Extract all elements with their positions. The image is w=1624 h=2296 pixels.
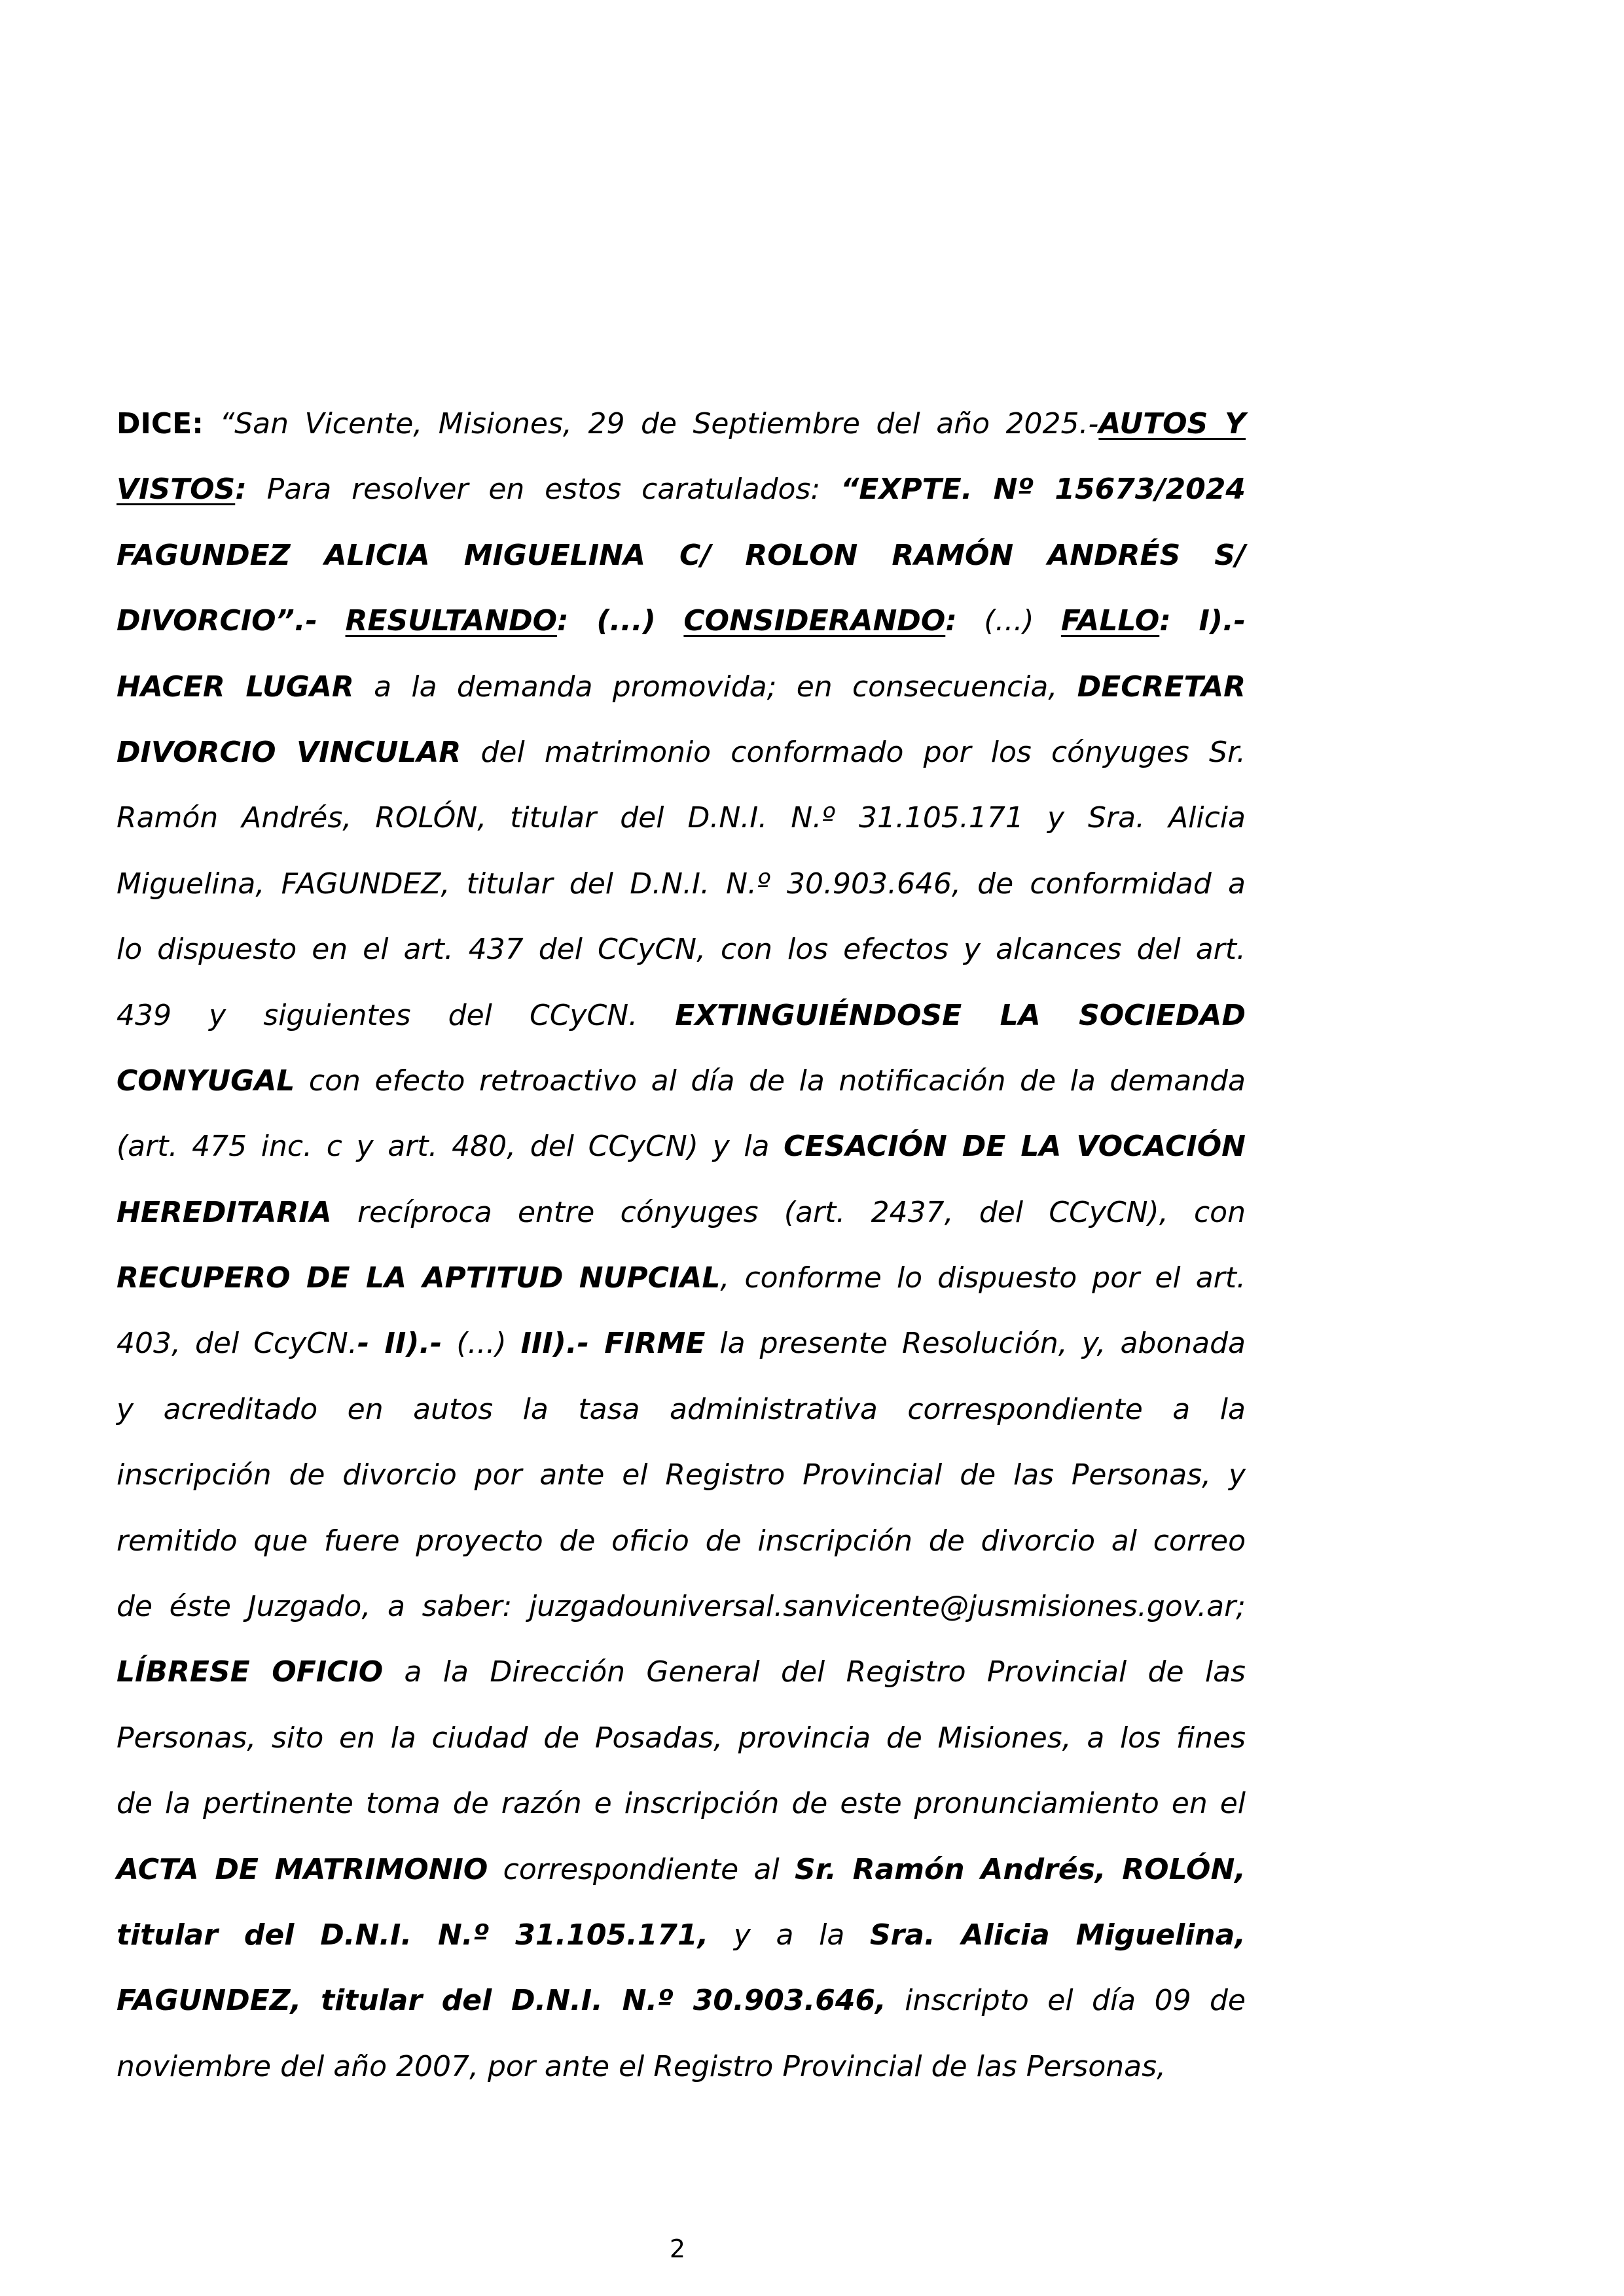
text-line — [117, 1180, 1246, 1246]
text-line — [117, 523, 1246, 588]
text-run: “San Vicente, Misiones, 29 de Septiembre del año 2025.- — [203, 407, 1099, 440]
text-run: III).- FIRME — [520, 1327, 706, 1361]
text-line — [117, 1706, 1246, 1771]
text-line — [117, 1049, 1246, 1114]
text-run: titular del D.N.I. N.º 31.105.171, — [117, 1918, 709, 1952]
text-run: HEREDITARIA — [117, 1195, 332, 1229]
text-line — [117, 917, 1246, 982]
text-run: del matrimonio conformado por los cónyuges Sr. — [461, 735, 1246, 769]
text-run: Personas, sito en la ciudad de Posadas, provincia de Misiones, a los fines — [117, 1721, 1246, 1755]
text-run: CONSIDERANDO — [683, 604, 946, 638]
text-run: “EXPTE. Nº 15673/2024 — [840, 473, 1246, 507]
text-run: - II).- — [357, 1327, 442, 1361]
text-line — [117, 457, 1246, 522]
text-run: (...) — [442, 1327, 521, 1361]
text-run: remitido que fuere proyecto de oficio de inscripción de divorcio al correo — [117, 1524, 1246, 1558]
text-run: : I).- — [1159, 604, 1246, 638]
text-run: Para resolver en estos caratulados: — [246, 473, 841, 507]
text-run: EXTINGUIÉNDOSE LA SOCIEDAD — [675, 998, 1246, 1032]
text-line — [117, 1574, 1246, 1640]
text-run: 439 y siguientes del CCyCN. — [117, 998, 676, 1032]
text-run: Sr. Ramón Andrés, ROLÓN, — [795, 1852, 1246, 1886]
text-run: recíproca entre cónyuges (art. 2437, del CCyCN), con — [331, 1195, 1246, 1229]
text-run: RECUPERO DE LA APTITUD NUPCIAL — [117, 1261, 721, 1295]
text-run: VISTOS — [117, 473, 236, 507]
text-run: Ramón Andrés, ROLÓN, titular del D.N.I. N.º 31.105.171 y Sra. Alicia — [117, 801, 1246, 835]
text-run: FALLO — [1060, 604, 1160, 638]
text-line — [117, 1509, 1246, 1574]
text-run: ACTA DE MATRIMONIO — [117, 1852, 488, 1886]
text-run: : (...) — [557, 604, 684, 638]
text-run: noviembre del año 2007, por ante el Registro Provincial de las Personas, — [117, 2049, 1166, 2083]
text-line — [117, 1443, 1246, 1508]
text-line — [117, 785, 1246, 851]
text-run: Miguelina, FAGUNDEZ, titular del D.N.I. N.º 30.903.646, de conformidad a — [117, 867, 1246, 901]
text-run: HACER LUGAR — [117, 670, 354, 704]
text-run: y acreditado en autos la tasa administrativa correspondiente a la — [117, 1392, 1246, 1426]
text-line — [117, 1968, 1246, 2034]
text-line — [117, 391, 1246, 457]
text-run: : — [945, 604, 957, 638]
text-run: inscripción de divorcio por ante el Registro Provincial de las Personas, y — [117, 1458, 1246, 1492]
text-line — [117, 720, 1246, 785]
resolution-text — [117, 391, 1246, 2100]
text-line — [117, 1771, 1246, 1837]
text-run: FAGUNDEZ ALICIA MIGUELINA C/ ROLON RAMÓN ANDRÉS S/ — [117, 538, 1246, 572]
text-run: : — [235, 473, 247, 507]
page-number: 2 — [669, 2234, 686, 2263]
text-run: lo dispuesto en el art. 437 del CCyCN, con los efectos y alcances del art. — [117, 933, 1246, 967]
text-line — [117, 655, 1246, 720]
text-run: (art. 475 inc. c y art. 480, del CCyCN) y la — [117, 1130, 784, 1164]
text-line — [117, 1311, 1246, 1376]
text-line — [117, 1114, 1246, 1179]
text-line — [117, 1837, 1246, 1903]
text-run: DIVORCIO VINCULAR — [117, 735, 461, 769]
text-run: FAGUNDEZ, titular del D.N.I. N.º 30.903.646, — [117, 1984, 886, 2018]
text-run: 403, del CcyCN. — [117, 1327, 357, 1361]
text-run: , conforme lo dispuesto por el art. — [720, 1261, 1246, 1295]
text-line — [117, 1640, 1246, 1705]
text-run: DIVORCIO”.- — [117, 604, 346, 638]
text-run: RESULTANDO — [345, 604, 558, 638]
text-line — [117, 852, 1246, 917]
text-run: la presente Resolución, y, abonada — [705, 1327, 1246, 1361]
text-run: de la pertinente toma de razón e inscripción de este pronunciamiento en el — [117, 1787, 1246, 1821]
text-run: Sra. Alicia Miguelina, — [869, 1918, 1246, 1952]
text-run: DICE: — [117, 407, 204, 440]
text-run: de éste Juzgado, a saber: juzgadouniversal.sanvicente@jusmisiones.gov.ar; — [117, 1590, 1246, 1624]
text-line — [117, 588, 1246, 654]
text-run: CONYUGAL — [117, 1064, 295, 1098]
text-line — [117, 983, 1246, 1049]
text-line — [117, 2034, 1246, 2100]
text-run: a la demanda promovida; en consecuencia, — [353, 670, 1077, 704]
text-line — [117, 1377, 1246, 1443]
text-run: con efecto retroactivo al día de la notificación de la demanda — [295, 1064, 1246, 1098]
text-run: AUTOS Y — [1098, 407, 1246, 440]
text-run: DECRETAR — [1077, 670, 1246, 704]
text-line — [117, 1246, 1246, 1311]
text-line — [117, 1903, 1246, 1968]
text-run: CESACIÓN DE LA VOCACIÓN — [784, 1130, 1246, 1164]
text-run: LÍBRESE OFICIO — [117, 1655, 384, 1689]
text-run: correspondiente al — [488, 1852, 795, 1886]
text-run: (...) — [956, 604, 1061, 638]
text-run: inscripto el día 09 de — [886, 1984, 1246, 2018]
text-run: a la Dirección General del Registro Provincial de las — [383, 1655, 1246, 1689]
text-run: y a la — [708, 1918, 870, 1952]
